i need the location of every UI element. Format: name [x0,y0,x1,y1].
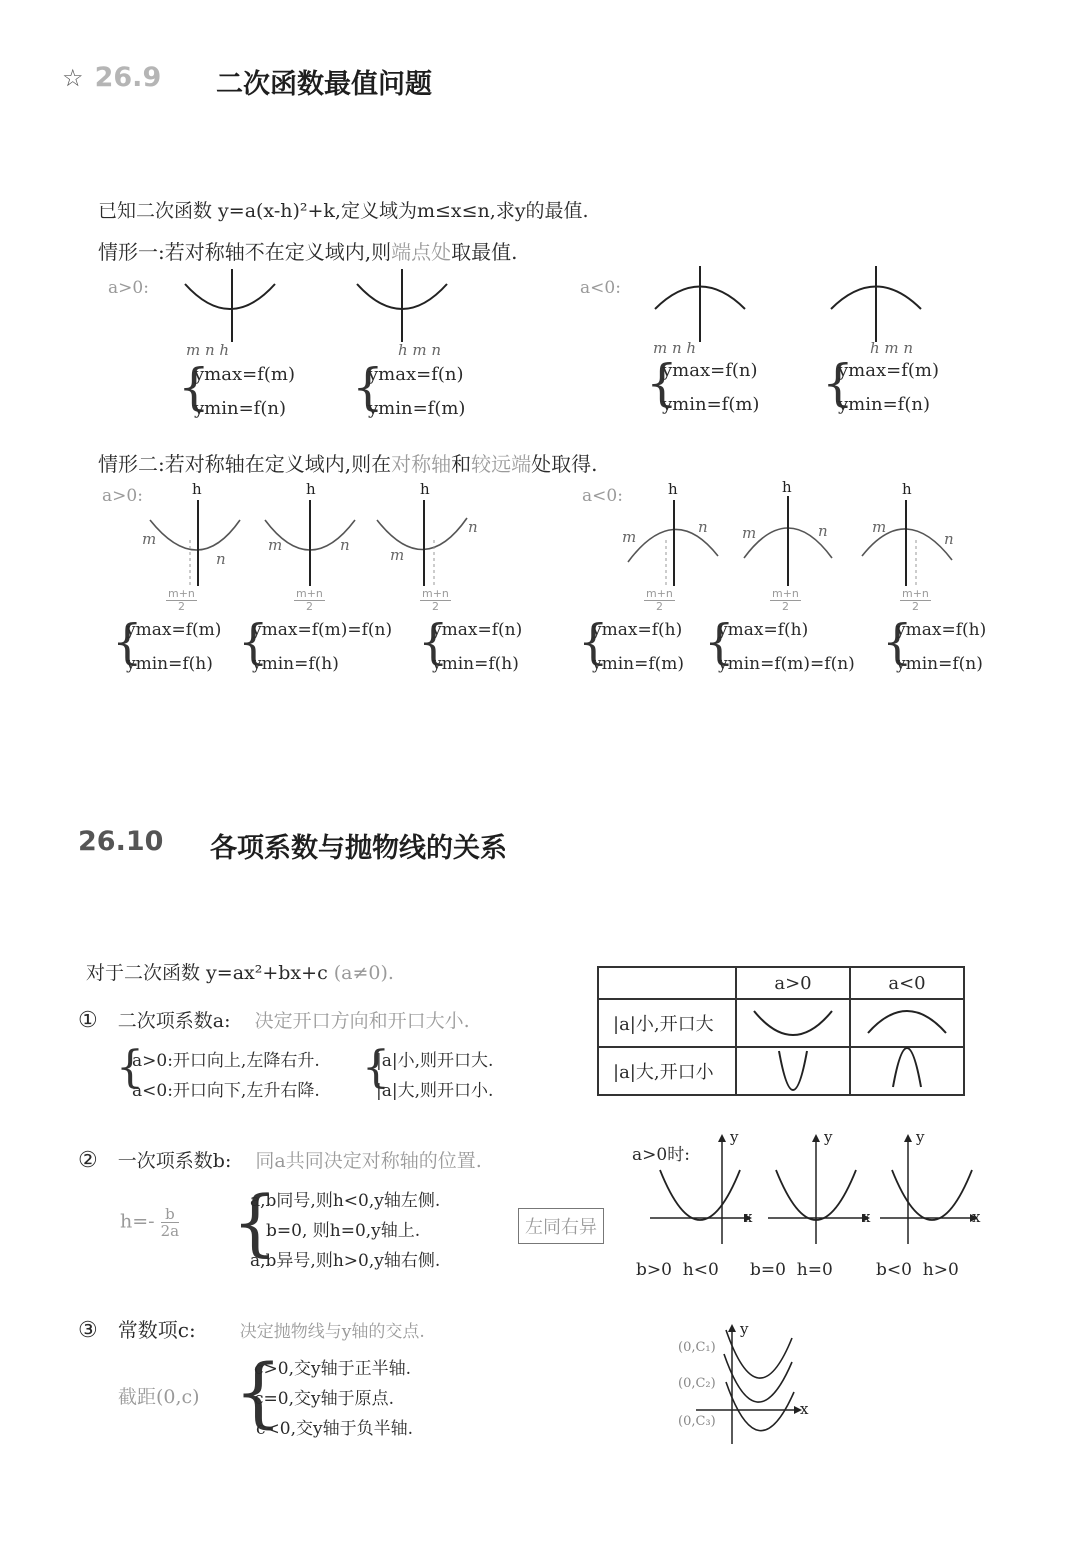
case2-aneg-label: a<0: [582,486,623,506]
case1-axis-label-4: h m n [870,339,914,357]
ymax-line: ymax=f(m)=f(n) [252,620,393,640]
ymin-line: ymin=f(m) [592,654,685,674]
table-header-row [598,967,964,999]
case1-axis-label-2: h m n [398,341,442,359]
ymax-line: ymax=f(m) [126,620,222,640]
case1-prefix: 情形一:若对称轴不在定义域内,则 [98,240,392,264]
brace-icon: { [362,1042,390,1093]
ymin-line: ymin=f(h) [126,654,213,674]
h-label: h [902,480,912,498]
c2-point-label: (0,C₂) [678,1376,716,1391]
case2-highlight-1: 对称轴 [391,452,452,476]
b-graph-2 [764,1130,874,1250]
case1-graph-1 [180,264,280,344]
brace-icon: { [704,614,735,670]
item2-l2: b=0, 则h=0,y轴上. [266,1221,421,1241]
table-row-label: |a|大,开口小 [598,1047,736,1095]
case2-text [98,448,597,477]
h-label: h [782,478,792,496]
table-corner [598,967,736,999]
n-label: n [818,522,828,540]
intro-2-cond: (a≠0). [333,962,394,984]
n-label: n [340,536,350,554]
intro-text: 已知二次函数 y=a(x-h)²+k,定义域为m≤x≤n,求y的最值. [98,200,589,222]
intro-2-text: 对于二次函数 y=ax²+bx+c [86,962,328,984]
case1-graph-2 [352,264,452,344]
b-caption-3: b<0 h>0 [876,1260,959,1280]
case2-mid: 和 [451,452,472,476]
item1-r1: |a|小,则开口大. [376,1051,494,1071]
brace-icon: { [578,614,609,670]
item2-desc: 同a共同决定对称轴的位置. [255,1150,482,1172]
item3-l3: c<0,交y轴于负半轴. [256,1419,413,1439]
case1-suffix: 取最值. [451,240,518,264]
c3-point-label: (0,C₃) [678,1414,716,1429]
case2-prefix: 情形二:若对称轴在定义域内,则在 [98,452,392,476]
brace-icon: { [238,614,269,670]
circle-2-icon: ② [78,1148,98,1173]
x-axis-label: x [862,1208,871,1226]
n-label: n [216,550,226,568]
case2-graph-5 [736,478,846,613]
case2-apos-label: a>0: [102,486,143,506]
x-axis-label: x [744,1208,753,1226]
item1-l1: a>0:开口向上,左降右升. [132,1051,320,1071]
ymax-line: ymax=f(m) [838,360,939,381]
case2-highlight-2: 较远端 [471,452,532,476]
b-caption-1: b>0 h<0 [636,1260,719,1280]
midpoint-fraction: $\frac{m+n}{2}$ [168,587,195,613]
n-label: n [698,518,708,536]
n-label: n [944,530,954,548]
item3-heading [78,1314,425,1343]
case2-suffix: 处取得. [531,452,598,476]
ymin-line: ymin=f(h) [252,654,339,674]
item2-graph-title: a>0时: [632,1145,690,1165]
ymin-line: ymin=f(n) [838,394,930,415]
table-row-label: |a|小,开口大 [598,999,736,1047]
table-header-aneg: a<0 [850,967,964,999]
y-axis-label: y [740,1320,749,1338]
section-number-2: 26.10 [78,826,164,857]
item3-l1: c>0,交y轴于正半轴. [254,1359,411,1379]
case2-graph-4 [618,480,728,613]
item3-label: 常数项c: [117,1318,196,1342]
item1-heading [78,1006,470,1033]
m-label: m [622,528,637,546]
case2-graph-2 [260,480,370,613]
midpoint-fraction: $\frac{m+n}{2}$ [772,587,799,613]
y-axis-label: y [916,1128,925,1146]
narrow-up-parabola-icon [736,1047,850,1095]
item1-desc: 决定开口方向和开口大小. [254,1010,470,1032]
circle-1-icon: ① [78,1008,98,1033]
brace-icon: { [352,358,384,416]
h-label: h [306,480,316,498]
b-caption-2: b=0 h=0 [750,1260,833,1280]
brace-icon: { [234,1347,283,1436]
brace-icon: { [178,358,210,416]
m-label: m [742,524,757,542]
case1-highlight: 端点处 [391,240,452,264]
ymax-line: ymax=f(n) [432,620,523,640]
brace-icon: { [232,1180,278,1264]
table-header-apos: a>0 [736,967,850,999]
ymax-line: ymax=f(h) [718,620,809,640]
ymin-line: ymin=f(n) [194,398,286,419]
brace-icon: { [646,354,678,412]
brace-icon: { [822,354,854,412]
m-label: m [142,530,157,548]
ymin-line: ymin=f(n) [896,654,983,674]
case1-apos-label: a>0: [108,278,149,298]
intro-2 [86,958,394,985]
ymax-line: ymax=f(n) [662,360,758,381]
axis-formula [120,1206,179,1239]
brace-icon: { [418,614,449,670]
ymax-line: ymax=f(h) [896,620,987,640]
brace-icon: { [116,1042,144,1093]
section-title-2: 各项系数与抛物线的关系 [210,833,507,864]
case2-graph-3 [372,480,482,613]
item3-l2: c=0,交y轴于原点. [254,1389,394,1409]
item2-heading [78,1146,482,1173]
ymin-line: ymin=f(h) [432,654,519,674]
case1-axis-label-1: m n h [186,341,230,359]
ymax-line: ymax=f(h) [592,620,683,640]
case1-graph-4 [826,264,926,344]
item1-r2: |a|大,则开口小. [376,1081,494,1101]
rule-box: 左同右异 [518,1208,604,1244]
y-axis-label: y [730,1128,739,1146]
ymin-line: ymin=f(m)=f(n) [718,654,855,674]
h-label: h [420,480,430,498]
intercept-label: 截距(0,c) [118,1386,200,1408]
circle-3-icon: ③ [78,1318,98,1343]
m-label: m [390,546,405,564]
section-26-9-header [62,62,161,93]
brace-icon: { [112,614,143,670]
m-label: m [872,518,887,536]
wide-down-parabola-icon [850,999,964,1047]
brace-icon: { [882,614,913,670]
narrow-down-parabola-icon [850,1047,964,1095]
y-axis-label: y [824,1128,833,1146]
x-axis-label: x [972,1208,981,1226]
b-graph-1 [646,1130,756,1250]
table-row [598,1047,964,1095]
wide-up-parabola-icon [736,999,850,1047]
coef-table [597,966,965,1096]
c1-point-label: (0,C₁) [678,1340,716,1355]
section-title: 二次函数最值问题 [216,69,432,100]
n-label: n [468,518,478,536]
h-label: h [668,480,678,498]
item1-label: 二次项系数a: [117,1010,231,1032]
case1-graph-3 [650,264,750,344]
item1-l2: a<0:开口向下,左升右降. [132,1081,320,1101]
m-label: m [268,536,283,554]
ymin-line: ymin=f(m) [662,394,760,415]
item2-label: 一次项系数b: [117,1150,232,1172]
ymin-line: ymin=f(m) [368,398,466,419]
h-equals: h=- [120,1210,155,1233]
midpoint-fraction: $\frac{m+n}{2}$ [422,587,449,613]
star-icon: ☆ [62,64,84,92]
item2-l1: a,b同号,则h<0,y轴左侧. [250,1191,441,1211]
b-graph-3 [876,1130,986,1250]
case1-axis-label-3: m n h [653,339,697,357]
table-row [598,999,964,1047]
h-label: h [192,480,202,498]
case1-text [98,236,517,265]
case2-graph-1 [140,480,250,613]
midpoint-fraction: $\frac{m+n}{2}$ [646,587,673,613]
ymax-line: ymax=f(n) [368,364,464,385]
midpoint-fraction: $\frac{m+n}{2}$ [902,587,929,613]
item3-desc: 决定抛物线与y轴的交点. [239,1322,425,1342]
item2-l3: a,b异号,则h>0,y轴右侧. [250,1251,441,1271]
x-axis-label: x [800,1400,809,1418]
b-over-2a: $\frac{b}{2a}$ [160,1205,180,1240]
section-number: 26.9 [94,62,162,93]
case2-graph-6 [856,480,966,613]
c-graph [676,1318,816,1448]
midpoint-fraction: $\frac{m+n}{2}$ [296,587,323,613]
case1-aneg-label: a<0: [580,278,621,298]
ymax-line: ymax=f(m) [194,364,295,385]
